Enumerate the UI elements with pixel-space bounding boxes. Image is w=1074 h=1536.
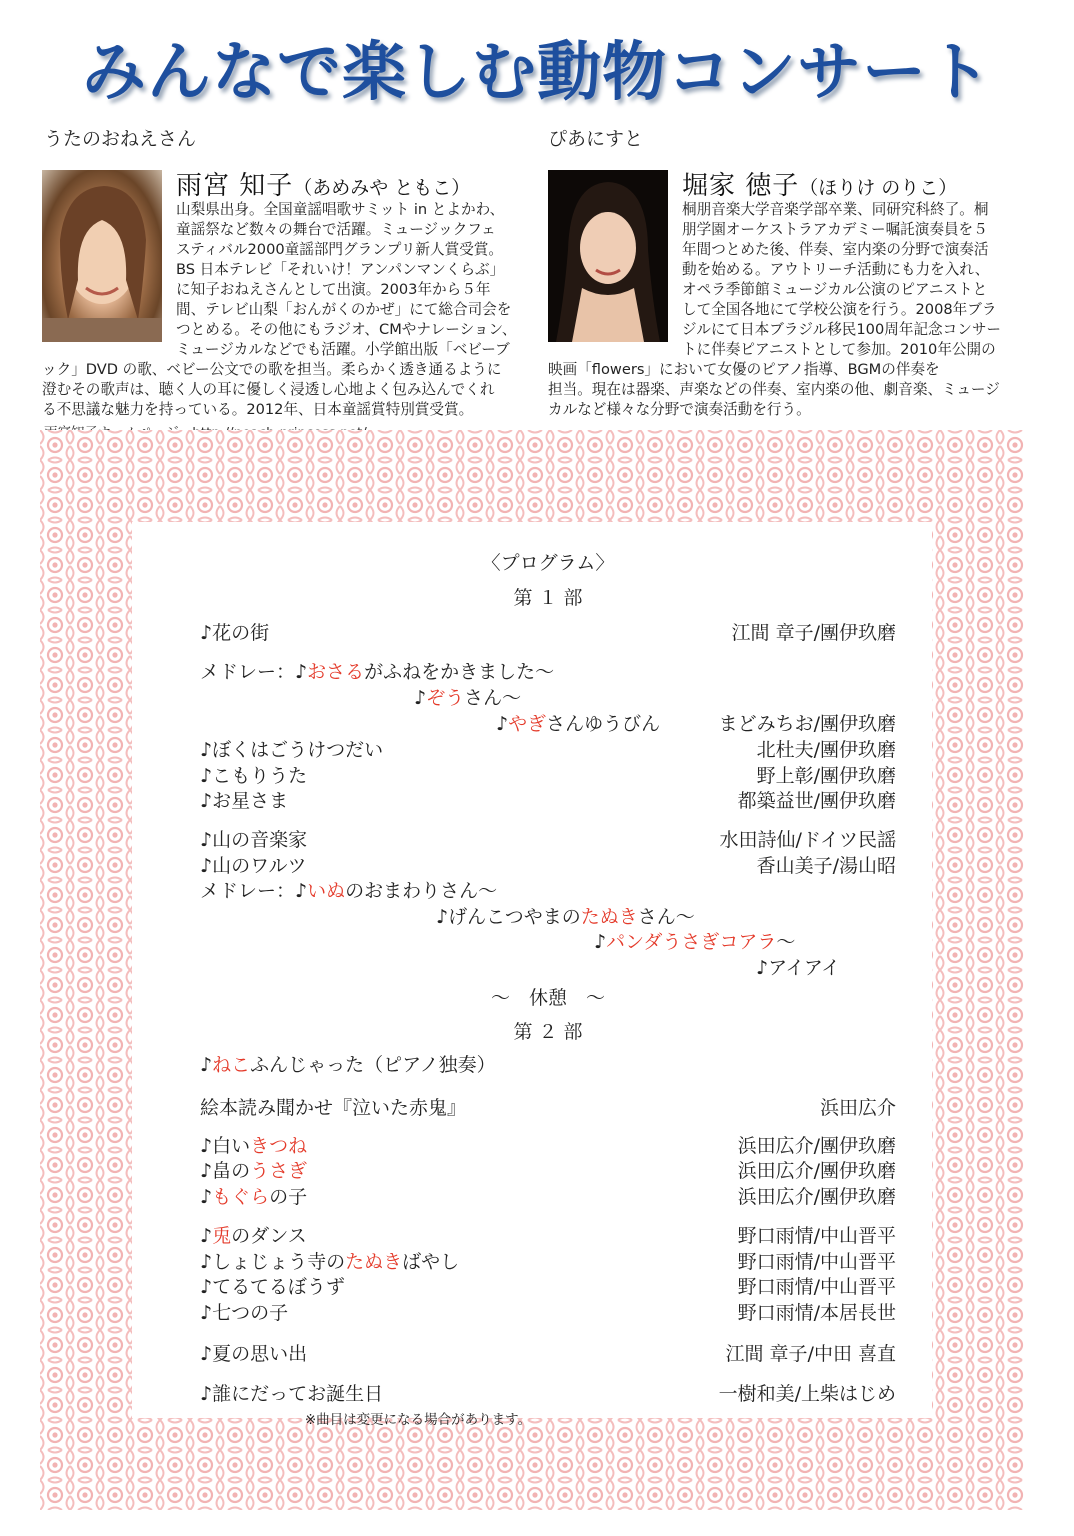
singer-portrait-icon: [42, 170, 162, 342]
program-item: ♪畠のうさぎ 浜田広介/團伊玖磨: [200, 1160, 896, 1182]
program-item: ♪誰にだってお誕生日 一樹和美/上柴はじめ: [200, 1383, 896, 1405]
program-item: ♪白いきつね 浜田広介/團伊玖磨: [200, 1135, 896, 1157]
medley1-line3: ♪やぎさんゆうびん まどみちお/團伊玖磨: [496, 713, 896, 735]
pianist-name: 堀家 徳子（ほりけ のりこ）: [682, 171, 958, 201]
program-item: ♪兎のダンス 野口雨情/中山晋平: [200, 1225, 896, 1247]
program-item: ♪ぼくはごうけつだい 北杜夫/團伊玖磨: [200, 739, 896, 761]
pianist-photo: [548, 170, 668, 342]
singer-bio-wide: ック」DVD の歌、ベビー公文での歌を担当。柔らかく透き通るように 澄むその歌声は、聴く人の耳に優しく浸透し心地よく包み込んでくれ る不思議な魅力を持っている。2012年、日本童謡賞特別賞受賞。: [42, 361, 502, 418]
medley2-line4: ♪アイアイ: [756, 957, 841, 979]
singer-name: 雨宮 知子（あめみや ともこ）: [176, 171, 471, 201]
program-heading: 〈プログラム〉: [481, 552, 615, 574]
program-item: ♪こもりうた 野上彰/團伊玖磨: [200, 765, 896, 787]
medley2-line3: ♪パンダうさぎコアラ〜: [594, 931, 796, 953]
change-note: ※曲目は変更になる場合があります。: [304, 1412, 532, 1428]
program-item: ♪お星さま 都築益世/團伊玖磨: [200, 790, 896, 812]
part1-heading: 第 １ 部: [513, 587, 583, 609]
program-item: ♪夏の思い出 江間 章子/中田 喜直: [200, 1343, 896, 1365]
pianist-role-label: ぴあにすと: [548, 128, 644, 150]
medley2-line2: ♪げんこつやまのたぬきさん〜: [436, 906, 695, 928]
medley1-line2: ♪ぞうさん〜: [414, 687, 522, 709]
program-item: ♪山の音楽家 水田詩仙/ドイツ民謡: [200, 829, 896, 851]
page-title: みんなで楽しむ動物コンサート: [82, 36, 992, 110]
medley2-line1: メドレー：♪いぬのおまわりさん〜: [200, 880, 498, 902]
singer-bio-narrow: 山梨県出身。全国童謡唱歌サミット in とよかわ、 童謡祭など数々の舞台で活躍。ミュージックフェ スティバル2000童謡部門グランプリ新人賞受賞。 BS 日本テレビ「それいけ！アンパンマンくらぶ」 に知子おねえさんとして出演。2003年から５年 間、テレビ山梨「おんがくのかぜ」にて総合司会を つとめる。その他にもラジオ、CMやナレーション、 ミュージカルなどでも活躍。小学館出版「ベビーブ: [176, 201, 517, 358]
part2-heading: 第 ２ 部: [513, 1021, 583, 1043]
program-item: ♪ねこふんじゃった（ピアノ独奏）: [200, 1054, 496, 1076]
singer-role-label: うたのおねえさん: [44, 128, 197, 150]
program-item: ♪山のワルツ 香山美子/湯山昭: [200, 855, 896, 877]
singer-photo: [42, 170, 162, 342]
medley1-line1: メドレー：♪おさるがふねをかきました〜: [200, 661, 555, 683]
program-item: ♪てるてるぼうず 野口雨情/中山晋平: [200, 1276, 896, 1298]
program-item: 絵本読み聞かせ『泣いた赤鬼』 浜田広介: [200, 1097, 896, 1119]
pianist-bio-narrow: 桐朋音楽大学音楽学部卒業、同研究科終了。桐 朋学園オーケストラアカデミー嘱託演奏員を５ 年間つとめた後、伴奏、室内楽の分野で演奏活 動を始める。アウトリーチ活動にも力を入れ、 オペラ季節館ミュージカル公演のピアニストと して全国各地にて学校公演を行う。2008年ブラ ジルにて日本ブラジル移民100周年記念コンサー トに伴奏ピアニストとして参加。2010年公開の: [682, 201, 1002, 358]
program-item: ♪七つの子 野口雨情/本居長世: [200, 1302, 896, 1324]
intermission: 〜 休憩 〜: [490, 987, 605, 1009]
program-item: ♪もぐらの子 浜田広介/團伊玖磨: [200, 1186, 896, 1208]
program-item: ♪花の街 江間 章子/團伊玖磨: [200, 622, 896, 644]
program-item: ♪しょじょう寺のたぬきばやし 野口雨情/中山晋平: [200, 1251, 896, 1273]
pianist-bio-wide: 映画「flowers」において女優のピアノ指導、BGMの伴奏を 担当。現在は器楽、声楽などの伴奏、室内楽の他、劇音楽、ミュージ カルなど様々な分野で演奏活動を行う。: [548, 361, 1000, 418]
pianist-portrait-icon: [548, 170, 668, 342]
